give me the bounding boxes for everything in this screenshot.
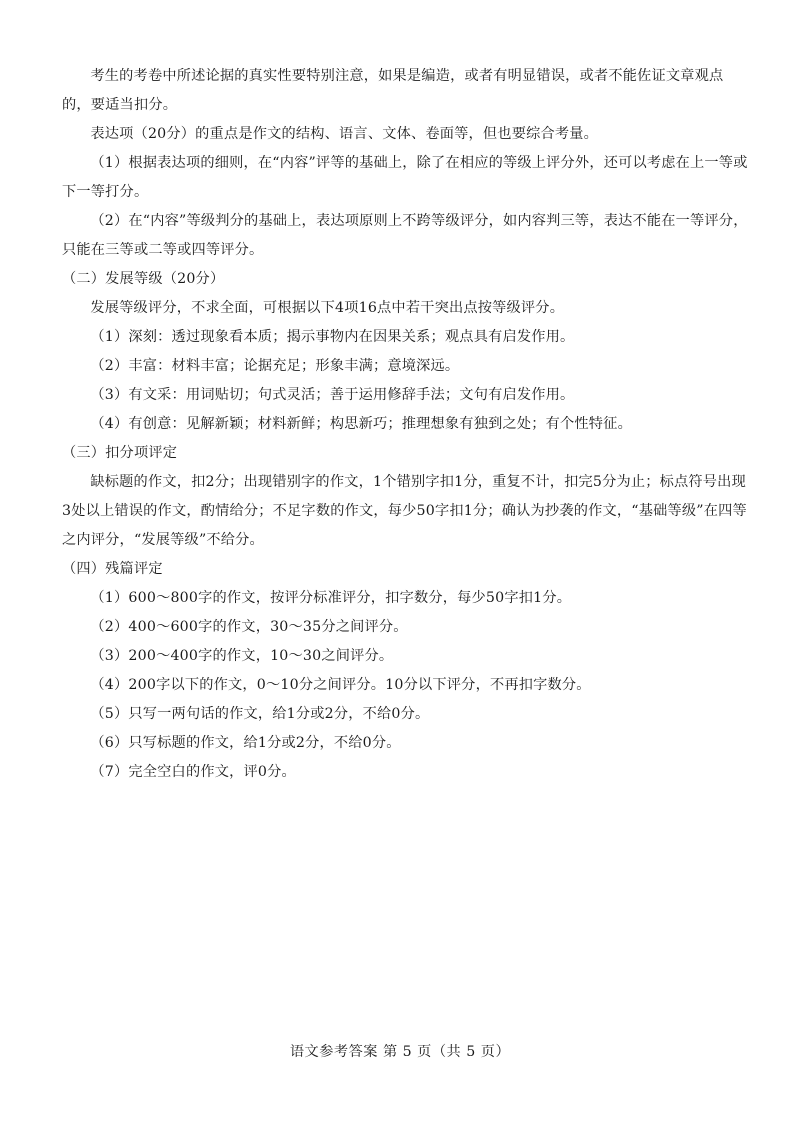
incomplete-item-2: （2）400～600字的作文，30～35分之间评分。	[90, 619, 408, 635]
section-heading-deduction: （三）扣分项评定	[62, 445, 178, 461]
development-item-3: （3）有文采：用词贴切；句式灵活；善于运用修辞手法；文句有启发作用。	[90, 387, 575, 403]
expression-rule-2: （2）在“内容”等级判分的基础上，表达项原则上不跨等级评分，如内容判三等，表达不能在一等评分，只能在三等或二等或四等评分。	[62, 213, 748, 258]
section-heading-development: （二）发展等级（20分）	[62, 271, 225, 287]
expression-rule-1: （1）根据表达项的细则，在“内容”评等的基础上，除了在相应的等级上评分外，还可以考虑在上一等或下一等打分。	[62, 155, 748, 200]
page-content	[62, 62, 752, 787]
development-intro: 发展等级评分，不求全面，可根据以下4项16点中若干突出点按等级评分。	[90, 300, 565, 316]
development-item-4: （4）有创意：见解新颖；材料新鲜；构思新巧；推理想象有独到之处；有个性特征。	[90, 416, 632, 432]
section-heading-incomplete: （四）残篇评定	[62, 561, 163, 577]
paragraph-argument-authenticity: 考生的考卷中所述论据的真实性要特别注意，如果是编造，或者有明显错误，或者不能佐证文章观点的，要适当扣分。	[62, 68, 724, 113]
incomplete-item-5: （5）只写一两句话的作文，给1分或2分，不给0分。	[90, 706, 430, 722]
incomplete-item-3: （3）200～400字的作文，10～30之间评分。	[90, 648, 394, 664]
deduction-text: 缺标题的作文，扣2分；出现错别字的作文，1个错别字扣1分，重复不计，扣完5分为止；标点符号出现3处以上错误的作文，酌情给分；不足字数的作文，每少50字扣1分；确认为抄袭的作文，“基础等级”在四等之内评分，“发展等级”不给分。	[62, 474, 747, 548]
page-footer: 语文参考答案 第 5 页（共 5 页）	[289, 1044, 511, 1060]
incomplete-item-7: （7）完全空白的作文，评0分。	[90, 764, 296, 780]
paragraph-expression-item: 表达项（20分）的重点是作文的结构、语言、文体、卷面等，但也要综合考量。	[90, 126, 599, 142]
development-item-2: （2）丰富：材料丰富；论据充足；形象丰满；意境深远。	[90, 358, 460, 374]
incomplete-item-4: （4）200字以下的作文，0～10分之间评分。10分以下评分，不再扣字数分。	[90, 677, 591, 693]
development-item-1: （1）深刻：透过现象看本质；揭示事物内在因果关系；观点具有启发作用。	[90, 329, 575, 345]
incomplete-item-6: （6）只写标题的作文，给1分或2分，不给0分。	[90, 735, 401, 751]
incomplete-item-1: （1）600～800字的作文，按评分标准评分，扣字数分，每少50字扣1分。	[90, 590, 572, 606]
